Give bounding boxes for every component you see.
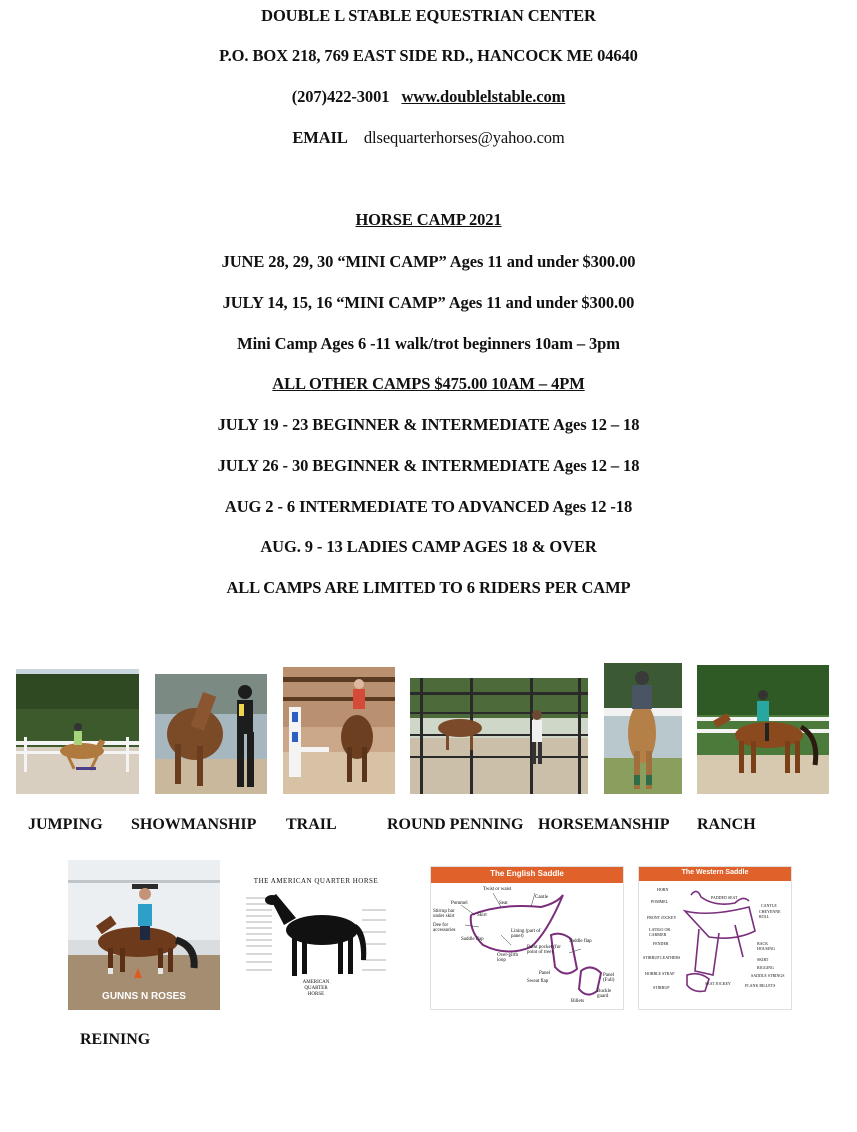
reining-photo (68, 860, 220, 1010)
camp-session-1: JULY 19 - 23 BEGINNER & INTERMEDIATE Ages 12 – 18 (217, 415, 640, 434)
english-saddle-diagram: The English Saddle Twist or waist Cantle Pommel Seat Stirrup bar under skirt Skirt Dee for accessories Saddle flap Lining (part of panel) Point pocket (for point of tree) Saddle flap Over-girth loop Panel Sweat flap Panel (Full) Buckle guard Billets (430, 866, 624, 1010)
email-label: EMAIL (292, 128, 348, 147)
label-trail: TRAIL (286, 816, 337, 833)
email-address[interactable]: dlsequarterhorses@yahoo.com (363, 128, 565, 147)
website-link[interactable]: www.doublelstable.com (401, 87, 566, 106)
label-reining: REINING (80, 1031, 151, 1048)
mini-camp-2: JULY 14, 15, 16 “MINI CAMP” Ages 11 and under $300.00 (222, 293, 635, 312)
camp-session-4: AUG. 9 - 13 LADIES CAMP AGES 18 & OVER (260, 537, 597, 556)
other-camps-heading: ALL OTHER CAMPS $475.00 10AM – 4PM (272, 374, 585, 393)
label-ranch: RANCH (697, 816, 756, 833)
jumping-photo (16, 669, 139, 794)
quarter-horse-diagram (242, 870, 390, 1008)
showmanship-photo (155, 674, 267, 794)
mini-camp-note: Mini Camp Ages 6 -11 walk/trot beginners 10am – 3pm (237, 334, 620, 353)
rider-limit: ALL CAMPS ARE LIMITED TO 6 RIDERS PER CAMP (226, 578, 631, 597)
label-round-penning: ROUND PENNING (387, 816, 524, 833)
trail-photo (283, 667, 395, 794)
english-saddle-title: The English Saddle (490, 869, 564, 878)
horsemanship-photo (604, 663, 682, 794)
label-horsemanship: HORSEMANSHIP (538, 816, 670, 833)
email-line (0, 128, 857, 148)
western-saddle-diagram: The Western Saddle HORN POMMEL PADDED SEAT CANTLE CHEYENNE ROLL FRONT JOCKEY LATIGO OR CARRIER FENDER STIRRUP LEATHERS HOBBLE STRAP STIRRUP SEAT JOCKEY BACK HOUSING SKIRT RIGGING SADDLE STRINGS FLANK BILLETS (638, 866, 792, 1010)
mini-camp-1: JUNE 28, 29, 30 “MINI CAMP” Ages 11 and under $300.00 (221, 252, 636, 271)
reining-photo-caption: GUNNS N ROSES (102, 991, 186, 1002)
label-jumping: JUMPING (28, 816, 103, 833)
quarter-horse-title: THE AMERICAN QUARTER HORSE (253, 877, 379, 885)
camp-title: HORSE CAMP 2021 (355, 210, 502, 229)
stable-name: DOUBLE L STABLE EQUESTRIAN CENTER (261, 6, 596, 25)
western-saddle-title: The Western Saddle (681, 869, 749, 876)
camp-session-3: AUG 2 - 6 INTERMEDIATE TO ADVANCED Ages 12 -18 (224, 497, 633, 516)
stable-address: P.O. BOX 218, 769 EAST SIDE RD., HANCOCK ME 04640 (219, 46, 638, 65)
phone-number: (207)422-3001 (291, 87, 390, 106)
ranch-photo (697, 665, 829, 794)
label-showmanship: SHOWMANSHIP (131, 816, 257, 833)
aqha-logo: AMERICAN QUARTER HORSE (302, 980, 330, 997)
camp-session-2: JULY 26 - 30 BEGINNER & INTERMEDIATE Ages 12 – 18 (217, 456, 640, 475)
round-penning-photo (410, 678, 588, 794)
contact-line (0, 87, 857, 107)
